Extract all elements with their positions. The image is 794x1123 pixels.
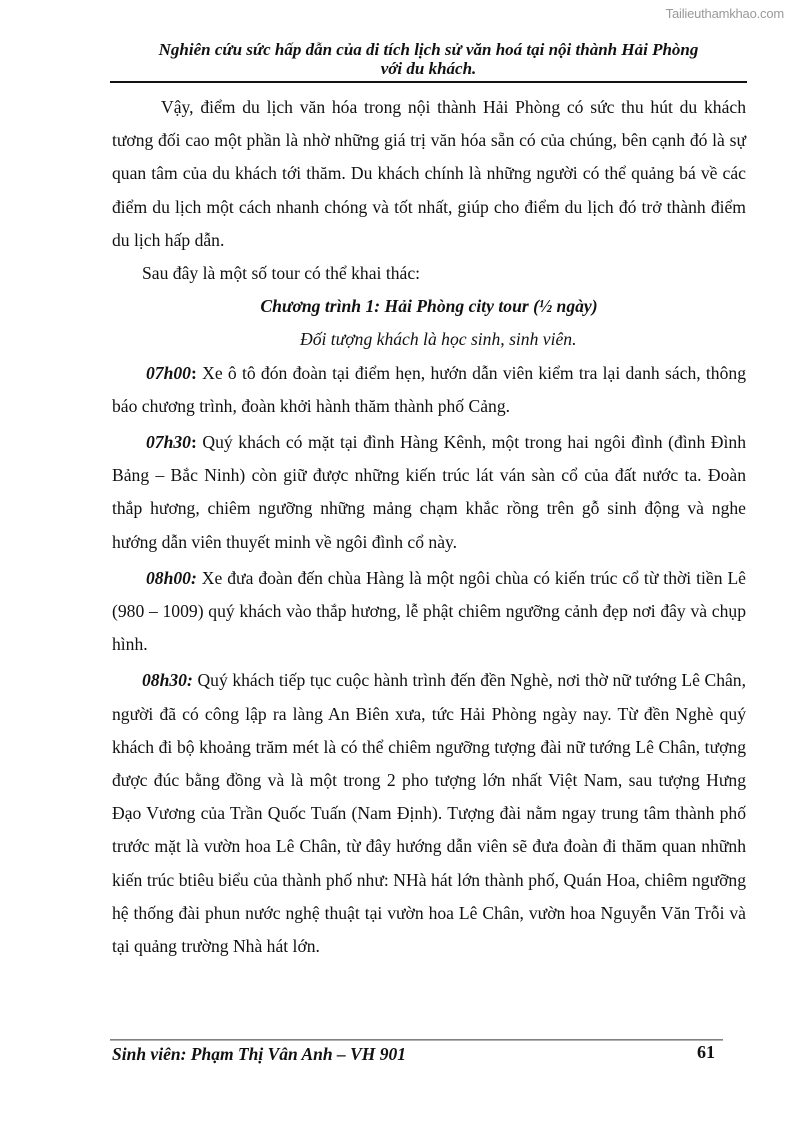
watermark: Tailieuthamkhao.com [665,6,784,21]
itinerary-time: 08h00: [146,567,197,588]
itinerary-separator: : [190,362,203,383]
program-subtitle: Đối tượng khách là học sinh, sinh viên. [300,329,577,350]
itinerary-item [112,562,746,662]
header-divider [110,81,747,83]
itinerary-item [112,426,746,559]
intro-paragraph: Vậy, điểm du lịch văn hóa trong nội thành Hải Phòng có sức thu hút du khách tương đối cao một phần là nhờ những giá trị văn hóa sẵn có của chúng, bên cạnh đó là sự quan tâm của du khách tới thăm. Du khách chính là những người có thể quảng bá về các điểm du lịch một cách nhanh chóng và tốt nhất, giúp cho điểm du lịch đó trở thành điểm du lịch hấp dẫn. [112,97,746,250]
program-title: Chương trình 1: Hải Phòng city tour (½ ngày) [260,296,598,317]
page-header [110,40,747,78]
itinerary-item [112,664,746,963]
itinerary-text: Quý khách tiếp tục cuộc hành trình đến đền Nghè, nơi thờ nữ tướng Lê Chân, người đã có công lập ra làng An Biên xưa, tức Hải Phòng ngày nay. Từ đền Nghè quý khách đi bộ khoảng trăm mét là có thể chiêm ngưỡng tượng đài nữ tướng Lê Chân, tượng được đúc bằng đồng và là một trong 2 pho tượng lớn nhất Việt Nam, sau tượng Hưng Đạo Vương của Trần Quốc Tuấn (Nam Định). Tượng đài nằm ngay trung tâm thành phố trước mặt là vườn hoa Lê Chân, từ đây hướng dẫn viên sẽ đưa đoàn đi thăm quan nhữnh kiến trúc btiêu biểu của thành phố như: NHà hát lớn thành phố, Quán Hoa, chiêm ngưỡng hệ thống đài phun nước nghệ thuật tại vườn hoa Lê Chân, vườn hoa Nguyễn Văn Trỗi và tại quảng trường Nhà hát lớn. [112,670,746,957]
footer-divider [110,1039,723,1041]
itinerary-separator: : [190,432,203,453]
page-number: 61 [697,1042,715,1062]
footer-author: Sinh viên: Phạm Thị Vân Anh – VH 901 [112,1044,407,1064]
itinerary-item [112,357,746,423]
itinerary-text: Quý khách có mặt tại đình Hàng Kênh, một trong hai ngôi đình (đình Đình Bảng – Bắc Ninh) còn giữ được những kiến trúc lát ván sàn cổ của đất nước ta. Đoàn thắp hương, chiêm ngưỡng những mảng chạm khắc rồng trên gỗ sinh động và nghe hướng dẫn viên thuyết minh về ngôi đình cổ này. [112,432,746,552]
itinerary-time: 07h30 [146,432,191,453]
document-body [112,91,746,963]
header-title-line2: với du khách. [380,59,477,78]
itinerary-time: 08h30: [142,670,193,691]
header-title-line1: Nghiên cứu sức hấp dẫn của di tích lịch sử văn hoá tại nội thành Hải Phòng [158,40,699,59]
tour-intro: Sau đây là một số tour có thể khai thác: [142,263,421,284]
itinerary-text: Xe đưa đoàn đến chùa Hàng là một ngôi chùa có kiến trúc cổ từ thời tiền Lê (980 – 1009) quý khách vào thắp hương, lễ phật chiêm ngưỡng cảnh đẹp nơi đây và chụp hình. [112,567,746,655]
itinerary-time: 07h00 [146,362,191,383]
itinerary-text: Xe ô tô đón đoàn tại điểm hẹn, hướn dẫn viên kiểm tra lại danh sách, thông báo chương trình, đoàn khởi hành thăm thành phố Cảng. [112,362,746,416]
